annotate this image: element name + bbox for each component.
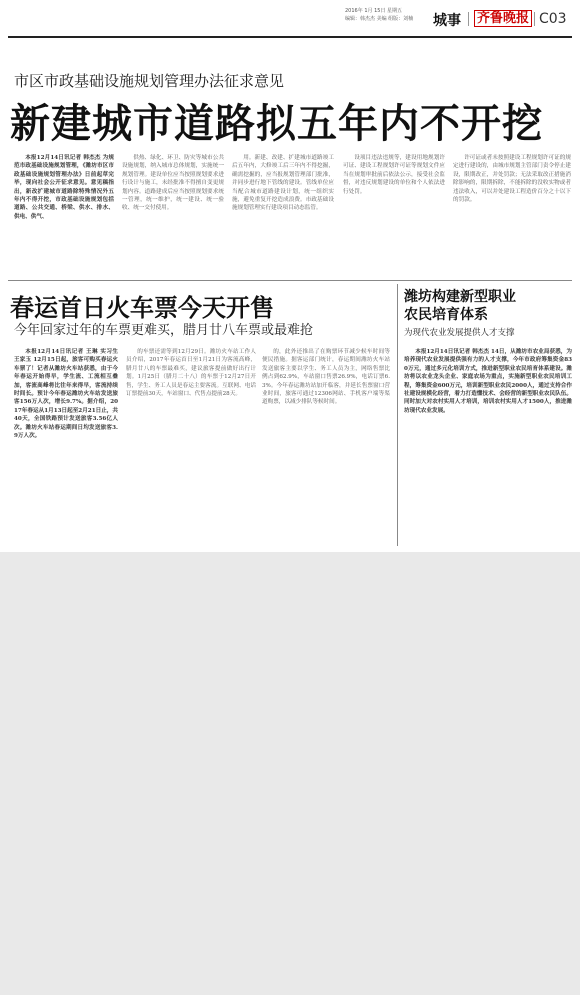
header-divider (468, 12, 469, 26)
story2-column-3-text: 的，此外还推出了在购票环节减少候车时间等便民措施。据客运部门统计，春运期间潍坊火车站发送旅客主要以学生、务工人员为主，网络售票比例占到62.9%，车站窗口售票26.9%，电话订票6.3%。今年春运潍坊站加开临客，并延长售票窗口营业时间，旅客可通过12306网站、手机客户端等渠道购票，以减少排队等候时间。 (262, 349, 390, 406)
story3-subhead: 为现代农业发展提供人才支撑 (404, 328, 515, 338)
story1-column-2-text: 供热、绿化、环卫、防灾等城市公共设施规划，纳入城市总体规划，实施统一规划管理。建设单位应当按照规划要求进行设计与施工，未经批准不得擅自变更规划内容。道路建成后应当按照规划要求统一管理，统一维护，统一建设、统一验收、统一交付使用。 (122, 155, 224, 212)
story1-column-3 (232, 154, 334, 264)
issue-date: 2016年 1月 15日 星期五 (345, 8, 403, 14)
story2-column-1 (14, 348, 118, 546)
blank-lower-area (0, 552, 580, 995)
story1-column-1-text: 本报12月14日讯记者 韩杰杰 为规范市政基础设施规划管理，《潍坊市区市政基础设施规划管理办法》日前起草完毕，现向社会公开征求意见。意见稿指出，新改扩建城市道路除特殊情况外五年内不得开挖，市政基础设施规划包括道路、公共交通、桥梁、供水、排水、供电、供气、 (14, 155, 114, 220)
story1-column-4-text: 设项目违法违规等，建设用地规划许可证、建设工程规划许可证等规划文件应当在规划审批前后依法公示，接受社会监督，对违反规划建设的单位和个人依法进行处罚。 (343, 155, 445, 195)
story1-column-1 (14, 154, 114, 274)
story1-column-2 (122, 154, 224, 274)
story3-headline-line1: 潍坊构建新型职业 (404, 289, 516, 305)
section-title: 城事 (433, 13, 461, 29)
story1-divider (8, 280, 572, 281)
page-number: C03 (539, 11, 567, 27)
story2-column-2-text: 的车票还需等到12月29日。潍坊火车站工作人员介绍，2017年春运首日至1月21日为客流高峰，腊月廿八的车票最难买，建议旅客提前做好出行计划。1月25日（腊月二十八）的车票于12月27日开售，学生、务工人员是春运主要客流。互联网、电话订票提前30天，车站窗口、代售点提前28天。 (126, 349, 256, 398)
story1-column-3-text: 用。新建、改建、扩建城市道路竣工后五年内，大修竣工后三年内不得挖掘，确需挖掘的，应当报规划管理部门批准，并同步进行地下管线的建设。管线单位应当配合城市道路建设计划，统一组织实施，避免重复开挖造成浪费。市政基础设施规划管理实行建设项目动态监管。 (232, 155, 334, 212)
story1-kicker: 市区市政基础设施规划管理办法征求意见 (14, 72, 285, 90)
column-divider (397, 284, 398, 546)
story2-column-3 (262, 348, 390, 536)
story3-body (404, 348, 572, 540)
header-divider-2 (534, 12, 535, 26)
story1-column-5-text: 许可证或者未按照建设工程规划许可证的规定进行建设的，由城市规划主管部门责令停止建设，限期改正，并处罚款；无法采取改正措施消除影响的，限期拆除，不能拆除的没收实物或者违法收入，可以并处建设工程造价百分之十以下的罚款。 (453, 155, 571, 204)
editor-credits: 编辑：韩杰杰 美编 组版：刘楠 (345, 16, 414, 22)
header-rule (8, 36, 572, 38)
story2-column-2 (126, 348, 256, 536)
story3-headline-line2: 农民培育体系 (404, 307, 488, 323)
story1-column-4 (343, 154, 445, 264)
story2-headline: 春运首日火车票今天开售 (10, 294, 274, 322)
story1-headline: 新建城市道路拟五年内不开挖 (10, 101, 543, 147)
story1-column-5 (453, 154, 571, 264)
story2-subhead: 今年回家过年的车票更难买，腊月廿八车票或最难抢 (14, 323, 314, 338)
story2-column-1-text: 本报12月14日讯记者 王琳 实习生 王家玉 12月15日起，旅客可购买春运火车票了！记者从潍坊火车站获悉，由于今年春运开始得早，学生流、工流相互叠加，客流高峰将比往年来得早，客流持续时间长。预计今年春运潍坊火车站发送旅客156万人次，增长9.7%。据介绍，2017年春运从1月13日起至2月21日止，共40天，全国铁路预计发送旅客3.56亿人次。潍坊火车站春运期间日均发送旅客3.9万人次。 (14, 349, 118, 440)
story3-body-text: 本报12月14日讯记者 韩杰杰 14日，从潍坊市农业局获悉，为培养现代农业发展提供强有力的人才支撑，今年市政府筹集资金830万元，通过多元化培训方式，推进新型职业农民培育体系建设。潍坊将以农业龙头企业、家庭农场为重点，实施新型职业农民培训工程，筹集资金600万元，培训新型职业农民2000人，通过支持合作社建设规模化经营，着力打造懂技术、会经营的新型职业农民队伍。同时加大对农村实用人才培训，培训农村实用人才1500人，推进潍坊现代农业发展。 (404, 349, 572, 414)
newspaper-logo: 齐鲁晚报 (474, 10, 532, 27)
